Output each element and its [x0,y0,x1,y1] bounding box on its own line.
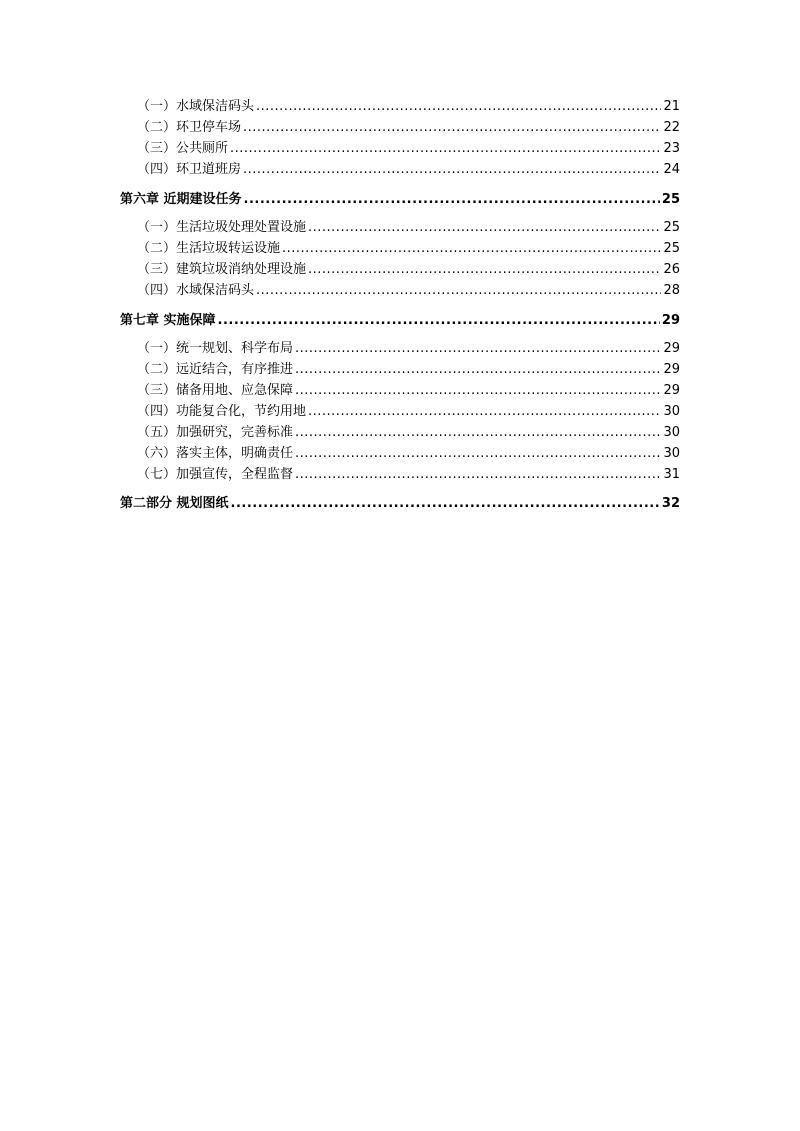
toc-entry[interactable] [137,260,680,280]
toc-entry-title: （四）环卫道班房 [137,162,242,177]
toc-entry-title: （四）水域保洁码头 [137,283,255,298]
toc-chapter-entry[interactable] [120,494,680,514]
toc-entry-page: 23 [663,141,680,156]
toc-entry-title: （三）建筑垃圾消纳处理设施 [137,262,307,277]
toc-entry-title: （二）环卫停车场 [137,120,242,135]
toc-entry[interactable] [137,160,680,180]
toc-entry-page: 31 [663,467,680,482]
toc-leader-dots [308,218,661,238]
toc-entry-title: （一）统一规划、科学布局 [137,341,294,356]
toc-leader-dots [256,281,661,301]
toc-entry-page: 28 [663,283,680,298]
toc-entry[interactable] [137,97,680,117]
toc-entry[interactable] [137,381,680,401]
toc-entry-page: 29 [663,383,680,398]
toc-leader-dots [256,97,661,117]
toc-entry-page: 30 [663,425,680,440]
toc-entry[interactable] [137,281,680,301]
toc-leader-dots [295,465,661,485]
toc-leader-dots [295,381,661,401]
toc-leader-dots [295,423,661,443]
toc-entry-title: （二）生活垃圾转运设施 [137,241,281,256]
toc-chapter-page: 29 [661,313,680,328]
toc-entry[interactable] [137,465,680,485]
toc-chapter-entry[interactable] [120,311,680,331]
toc-entry[interactable] [137,423,680,443]
toc-leader-dots [230,139,661,159]
toc-leader-dots [295,444,661,464]
toc-entry[interactable] [137,239,680,259]
toc-entry[interactable] [137,139,680,159]
toc-entry-page: 26 [663,262,680,277]
toc-entry-page: 25 [663,220,680,235]
toc-leader-dots [231,494,660,514]
toc-entry-title: （一）水域保洁码头 [137,99,255,114]
toc-entry-page: 24 [663,162,680,177]
toc-entry-page: 30 [663,446,680,461]
toc-leader-dots [244,190,660,210]
toc-entry[interactable] [137,360,680,380]
toc-entry[interactable] [137,444,680,464]
toc-entry-page: 30 [663,404,680,419]
toc-chapter-page: 32 [661,496,680,511]
toc-leader-dots [243,118,661,138]
toc-entry[interactable] [137,118,680,138]
toc-leader-dots [218,311,660,331]
toc-entry-title: （二）远近结合，有序推进 [137,362,294,377]
toc-entry-title: （三）储备用地、应急保障 [137,383,294,398]
toc-entry-page: 22 [663,120,680,135]
toc-entry-title: （四）功能复合化，节约用地 [137,404,307,419]
toc-entry[interactable] [137,402,680,422]
toc-chapter-page: 25 [661,192,680,207]
toc-leader-dots [308,402,661,422]
toc-leader-dots [243,160,661,180]
toc-entry-title: （七）加强宣传，全程监督 [137,467,294,482]
toc-entry[interactable] [137,218,680,238]
toc-chapter-title: 第七章 实施保障 [120,313,216,328]
toc-entry-page: 25 [663,241,680,256]
toc-chapter-title: 第二部分 规划图纸 [120,496,229,511]
toc-leader-dots [308,260,661,280]
toc-leader-dots [282,239,661,259]
toc-leader-dots [295,360,661,380]
toc-entry-page: 29 [663,362,680,377]
toc-entry-page: 29 [663,341,680,356]
toc-entry-title: （一）生活垃圾处理处置设施 [137,220,307,235]
toc-leader-dots [295,339,661,359]
toc-entry-page: 21 [663,99,680,114]
toc-entry-title: （六）落实主体，明确责任 [137,446,294,461]
toc-chapter-title: 第六章 近期建设任务 [120,192,242,207]
toc-entry-title: （三）公共厕所 [137,141,229,156]
toc-chapter-entry[interactable] [120,190,680,210]
toc-entry-title: （五）加强研究，完善标准 [137,425,294,440]
toc-entry[interactable] [137,339,680,359]
